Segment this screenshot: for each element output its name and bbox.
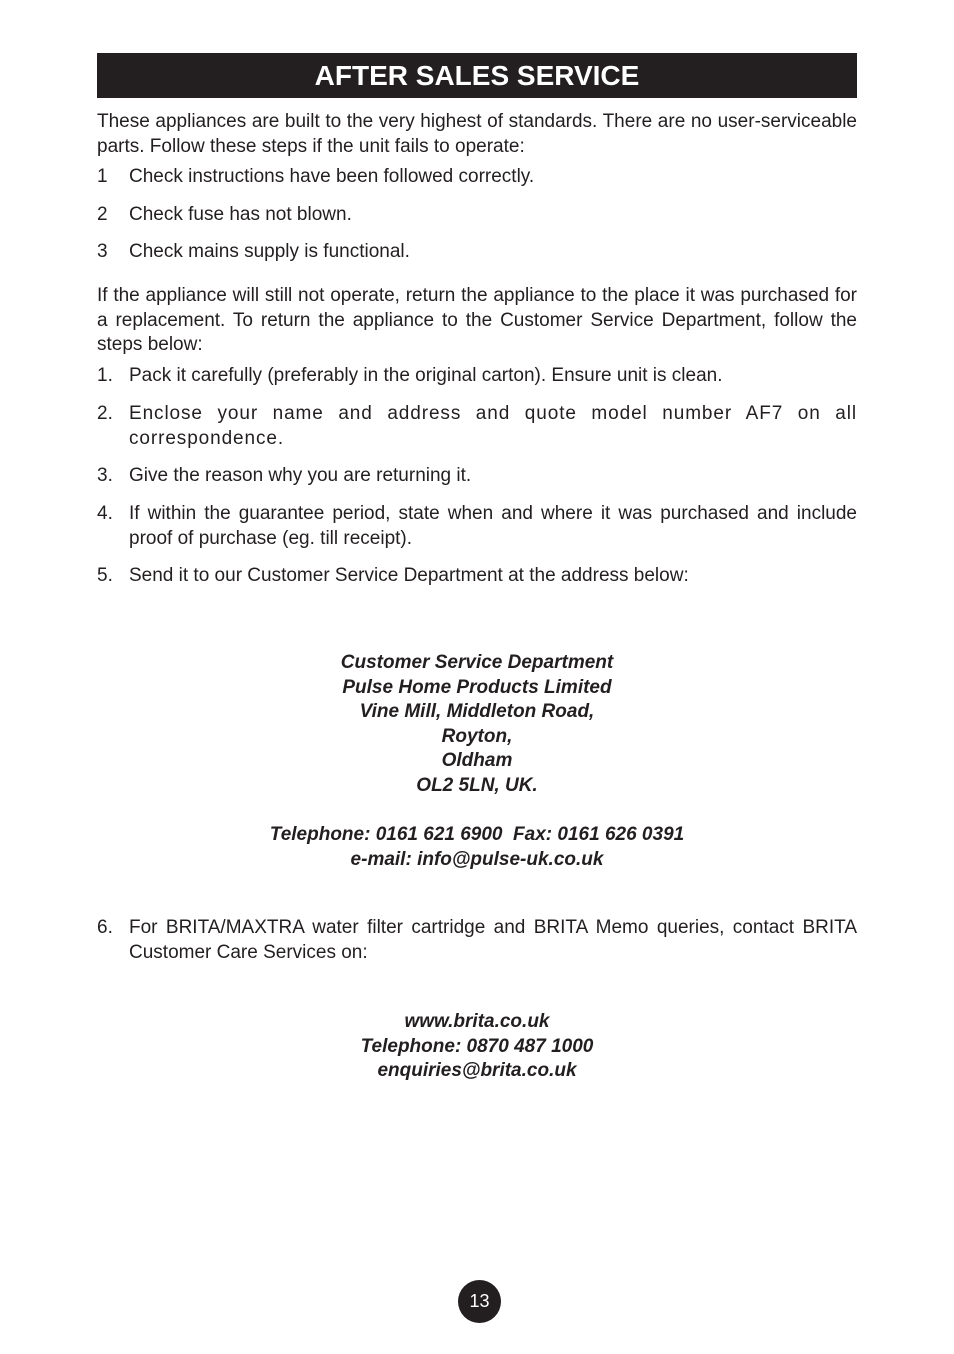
- address-line: Oldham: [441, 750, 513, 772]
- check-text: Check instructions have been followed correctly.: [129, 166, 535, 187]
- step-number: 2.: [97, 403, 113, 424]
- telephone-fax: Telephone: 0161 621 6900 Fax: 0161 626 0391: [269, 824, 685, 845]
- step-text: Pack it carefully (preferably in the original carton). Ensure unit is clean.: [129, 365, 723, 386]
- brita-telephone: Telephone: 0870 487 1000: [360, 1035, 594, 1057]
- email-address: e-mail: info@pulse-uk.co.uk: [350, 848, 604, 870]
- step-number: 1.: [97, 365, 113, 386]
- intro-paragraph: These appliances are built to the very highest of standards. There are no user-serviceable parts. Follow these steps if the unit fails to operate:: [97, 111, 857, 157]
- check-number: 3: [97, 241, 108, 262]
- customer-service-address: [97, 651, 857, 799]
- check-number: 1: [97, 166, 108, 187]
- step-number: 5.: [97, 565, 113, 586]
- step-number: 6.: [97, 917, 113, 938]
- page-number: 13: [458, 1280, 501, 1323]
- brita-contact: [97, 1010, 857, 1084]
- address-line: Customer Service Department: [340, 652, 614, 673]
- step-text: Send it to our Customer Service Department at the address below:: [129, 565, 689, 586]
- address-line: Vine Mill, Middleton Road,: [359, 701, 595, 723]
- brita-website: www.brita.co.uk: [404, 1011, 550, 1032]
- step-text: Enclose your name and address and quote model number AF7 on all correspondence.: [129, 403, 857, 449]
- step-number: 3.: [97, 465, 113, 486]
- address-line: OL2 5LN, UK.: [416, 774, 538, 796]
- return-paragraph: If the appliance will still not operate, return the appliance to the place it was purchased for a replacement. To return the appliance to the Customer Service Department, follow the steps below:: [97, 285, 857, 355]
- check-text: Check mains supply is functional.: [129, 241, 410, 262]
- check-text: Check fuse has not blown.: [129, 204, 352, 225]
- page-title: AFTER SALES SERVICE: [97, 53, 857, 98]
- address-line: Royton,: [441, 725, 513, 747]
- customer-service-contact: [97, 823, 857, 872]
- address-line: Pulse Home Products Limited: [342, 676, 612, 698]
- step-number: 4.: [97, 503, 113, 524]
- brita-email: enquiries@brita.co.uk: [377, 1060, 577, 1082]
- step-text: If within the guarantee period, state when and where it was purchased and include proof of purchase (eg. till receipt).: [129, 503, 857, 549]
- check-number: 2: [97, 204, 108, 225]
- step-text: Give the reason why you are returning it.: [129, 465, 472, 486]
- step-text: For BRITA/MAXTRA water filter cartridge and BRITA Memo queries, contact BRITA Customer Care Services on:: [129, 917, 857, 963]
